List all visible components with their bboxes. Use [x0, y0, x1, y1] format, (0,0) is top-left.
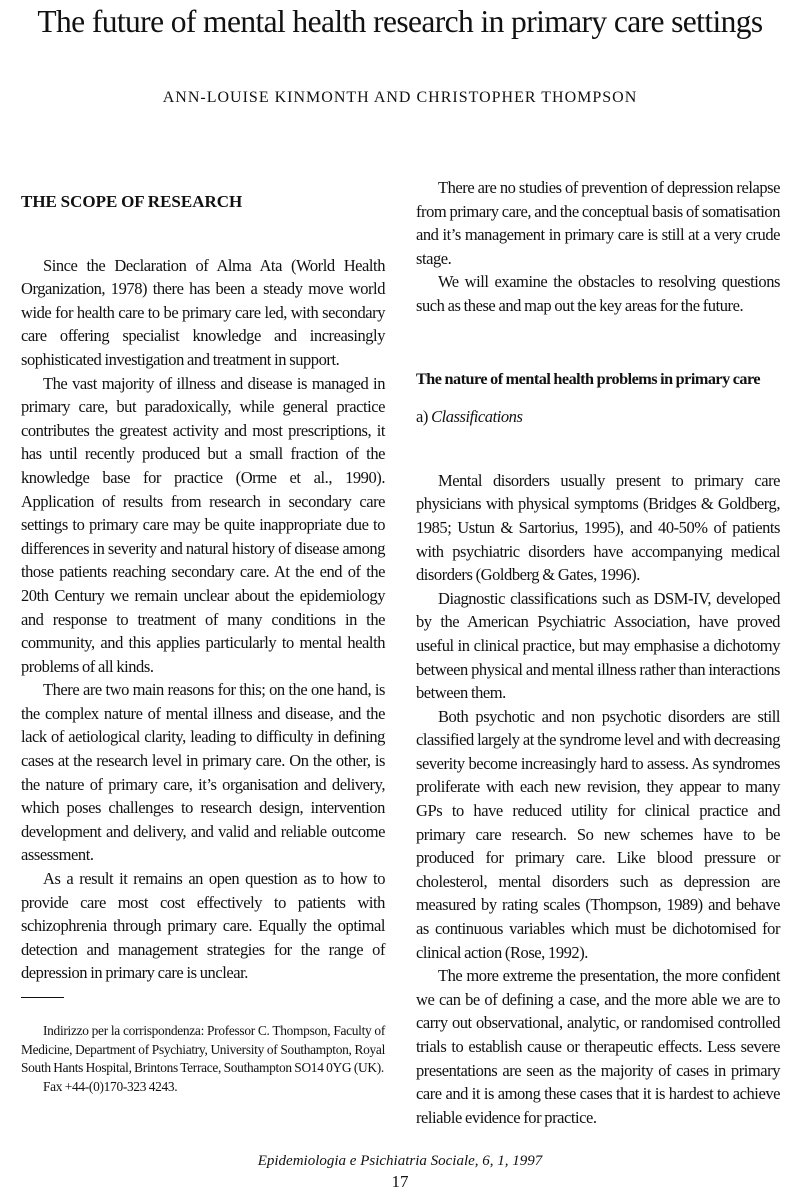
paragraph: As a result it remains an open question as to how to provide care most cost effectively to patients with schizophrenia through primary care. Equally the optimal detection and management strategies for the range of depression in primary care is unclear.	[21, 869, 385, 983]
paragraph: There are no studies of prevention of depression relapse from primary care, and the conceptual basis of somatisation and it’s management in primary care is still at a very crude stage.	[416, 178, 780, 268]
section-heading: THE SCOPE OF RESEARCH	[21, 192, 243, 211]
paragraph: Both psychotic and non psychotic disorders are still classified largely at the syndrome level and with decreasing severity become increasingly hard to assess. As syndromes proliferate with each new revision, they appear to many GPs to have reduced utility for clinical practice and primary care research. So new schemes have to be produced for primary care. Like blood pressure or cholesterol, mental disorders such as depression are measured by rating scales (Thompson, 1989) and behave as continuous variables which must be dichotomised for clinical action (Rose, 1992).	[416, 706, 780, 962]
right-column	[416, 176, 780, 1129]
paragraph: Diagnostic classifications such as DSM-IV, developed by the American Psychiatric Association, have proved useful in clinical practice, but may emphasise a dichotomy between physical and mental illness rather than interactions between them.	[416, 588, 780, 703]
journal-citation: Epidemiologia e Psichiatria Sociale, 6, 1, 1997	[257, 1153, 543, 1170]
page-number: 17	[391, 1172, 409, 1192]
subheading-label: Classifications	[431, 407, 523, 427]
paragraph: The more extreme the presentation, the more confident we can be of defining a case, and the more able we are to carry out observational, analytic, or randomised controlled trials to establish cause or therapeutic effects. Less severe presentations are seen as the majority of cases in primary care and it is among these cases that it is hardest to achieve reliable evidence for practice.	[416, 966, 780, 1127]
paragraph: Mental disorders usually present to primary care physicians with physical symptoms (Bridges & Goldberg, 1985; Ustun & Sartorius, 1995), and 40-50% of patients with psychiatric disorders have accompanying medical disorders (Goldberg & Gates, 1996).	[416, 470, 780, 585]
subsubsection-heading	[416, 405, 780, 429]
subsection-heading: The nature of mental health problems in primary care	[416, 369, 761, 388]
article-title: The future of mental health research in primary care settings	[37, 4, 763, 39]
footnote-address: Indirizzo per la corrispondenza: Professor C. Thompson, Faculty of Medicine, Department of Psychiatry, University of Southampton, Royal South Hants Hospital, Brintons Terrace, Southampton SO14 0YG (UK).	[21, 1023, 385, 1075]
footnote-rule	[21, 997, 64, 998]
footnote-fax: Fax +44-(0)170-323 4243.	[43, 1078, 178, 1094]
footnote	[21, 1022, 385, 1096]
left-column	[21, 190, 385, 1096]
article-authors: ANN-LOUISE KINMONTH AND CHRISTOPHER THOMPSON	[162, 89, 638, 106]
subheading-prefix: a)	[416, 407, 432, 427]
paragraph: We will examine the obstacles to resolving questions such as these and map out the key areas for the future.	[416, 272, 780, 315]
body-columns	[0, 176, 800, 1129]
paragraph: The vast majority of illness and disease is managed in primary care, but paradoxically, while general practice contributes the greatest activity and most prescriptions, it has until recently produced but a small fraction of the knowledge base for practice (Orme et al., 1990). Application of results from research in secondary care settings to primary care may be quite inappropriate due to differences in severity and natural history of disease among those patients reaching secondary care. At the end of the 20th Century we remain unclear about the epidemiology and response to treatment of many conditions in the community, and this applies particularly to mental health problems of all kinds.	[21, 373, 385, 676]
paragraph: There are two main reasons for this; on the one hand, is the complex nature of mental illness and disease, and the lack of aetiological clarity, leading to difficulty in defining cases at the research level in primary care. On the other, is the nature of primary care, it’s organisation and delivery, which poses challenges to research design, intervention development and delivery, and valid and reliable outcome assessment.	[21, 680, 385, 865]
paragraph: Since the Declaration of Alma Ata (World Health Organization, 1978) there has been a steady move world wide for health care to be primary care led, with secondary care offering specialist knowledge and increasingly sophisticated investigation and treatment in support.	[21, 255, 385, 369]
